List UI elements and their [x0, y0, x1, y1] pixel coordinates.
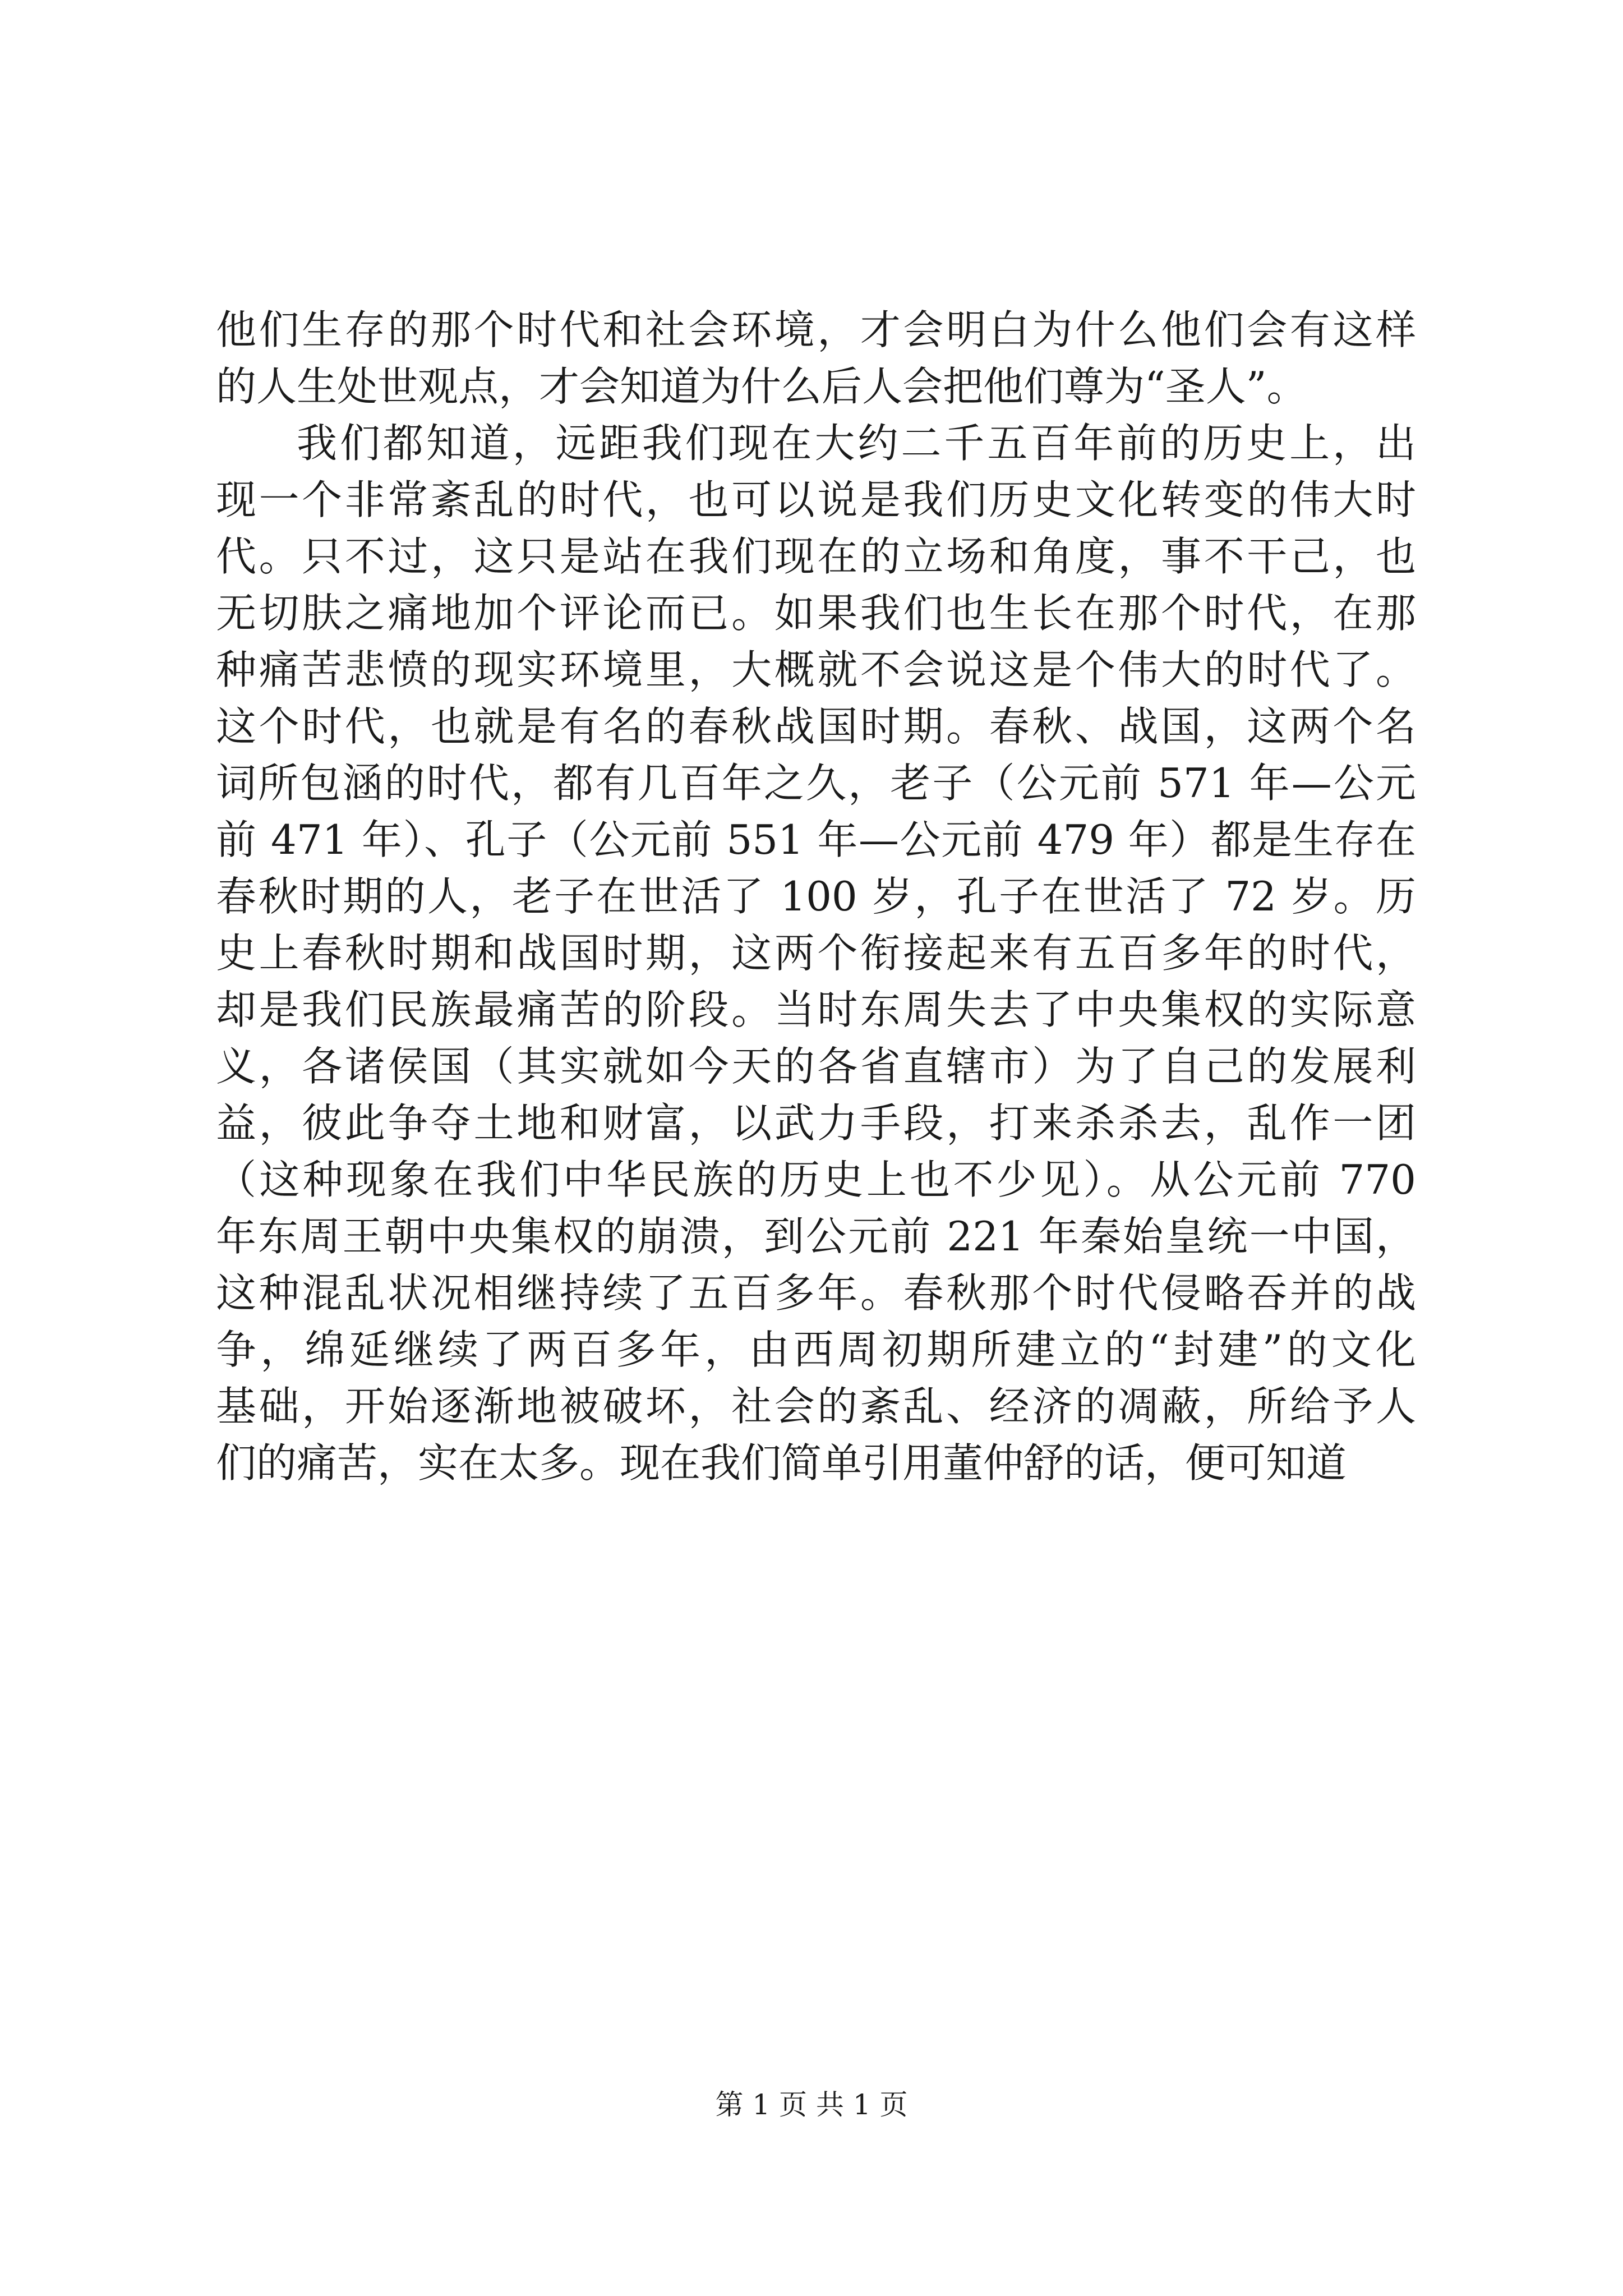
text-line: 义，各诸侯国（其实就如今天的各省直辖市）为了自己的发展利: [216, 1043, 1416, 1090]
text-line: 这种混乱状况相继持续了五百多年。春秋那个时代侵略吞并的战: [216, 1269, 1416, 1317]
text-line: 前 471 年）、孔子（公元前 551 年—公元前 479 年）都是生存在: [216, 816, 1416, 863]
text-line: 他们生存的那个时代和社会环境，才会明白为什么他们会有这样: [216, 306, 1416, 353]
text-line: 益，彼此争夺土地和财富，以武力手段，打来杀杀去，乱作一团: [216, 1099, 1416, 1147]
text-line: 年东周王朝中央集权的崩溃，到公元前 221 年秦始皇统一中国，: [216, 1213, 1416, 1260]
text-line: 却是我们民族最痛苦的阶段。当时东周失去了中央集权的实际意: [216, 986, 1416, 1033]
text-line: 种痛苦悲愤的现实环境里，大概就不会说这是个伟大的时代了。: [216, 646, 1416, 693]
text-line: 代。只不过，这只是站在我们现在的立场和角度，事不干己，也: [216, 533, 1416, 580]
text-line: 这个时代，也就是有名的春秋战国时期。春秋、战国，这两个名: [216, 703, 1416, 750]
text-line: 们的痛苦，实在太多。现在我们简单引用董仲舒的话，便可知道: [216, 1439, 1347, 1487]
text-line: （这种现象在我们中华民族的历史上也不少见）。从公元前 770: [216, 1156, 1416, 1203]
text-line: 史上春秋时期和战国时期，这两个衔接起来有五百多年的时代，: [216, 930, 1416, 977]
body-text: [216, 302, 1416, 1492]
text-line: 春秋时期的人，老子在世活了 100 岁，孔子在世活了 72 岁。历: [216, 873, 1416, 920]
text-line: 现一个非常紊乱的时代，也可以说是我们历史文化转变的伟大时: [216, 476, 1416, 523]
text-line: 无切肤之痛地加个评论而已。如果我们也生长在那个时代，在那: [216, 590, 1416, 637]
text-line: 我们都知道，远距我们现在大约二千五百年前的历史上，出: [297, 420, 1416, 467]
text-line: 基础，开始逐渐地被破坏，社会的紊乱、经济的凋蔽，所给予人: [216, 1383, 1416, 1430]
page-footer: 第 1 页 共 1 页: [715, 2088, 908, 2121]
text-line: 的人生处世观点，才会知道为什么后人会把他们尊为“圣人”。: [216, 363, 1307, 410]
text-line: 争，绵延继续了两百多年，由西周初期所建立的“封建”的文化: [216, 1326, 1416, 1373]
text-line: 词所包涵的时代，都有几百年之久，老子（公元前 571 年—公元: [216, 760, 1416, 807]
